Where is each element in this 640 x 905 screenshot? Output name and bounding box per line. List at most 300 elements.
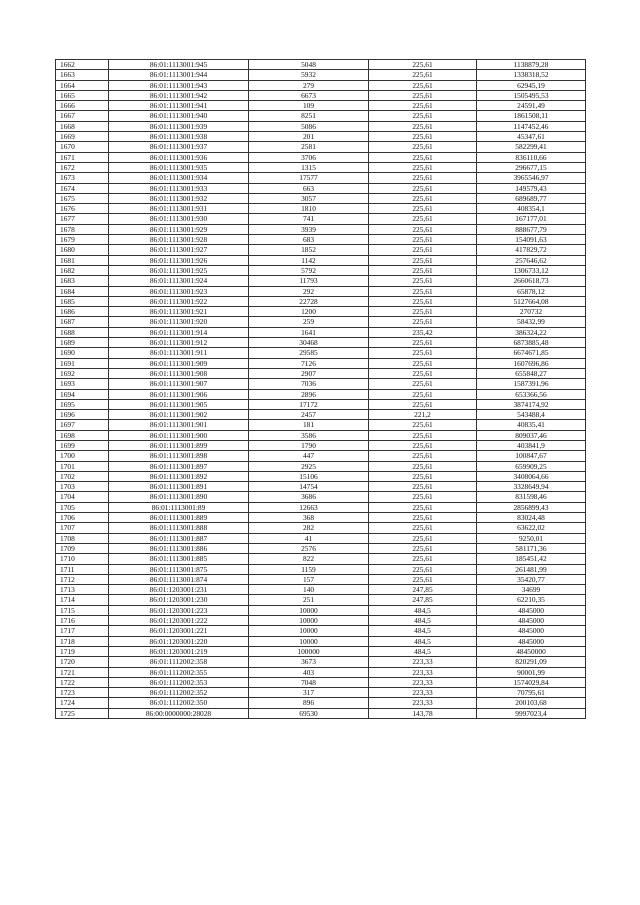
- area-cell: 5048: [249, 60, 369, 70]
- cadastral-number-cell: 86:01:1113001:909: [109, 358, 249, 368]
- table-row: [56, 543, 586, 553]
- area-cell: 3586: [249, 430, 369, 440]
- row-number-cell: 1682: [56, 265, 109, 275]
- cadastral-number-cell: 86:01:1113001:920: [109, 317, 249, 327]
- cadastral-number-cell: 86:01:1113001:930: [109, 214, 249, 224]
- table-row: [56, 173, 586, 183]
- table-row: [56, 111, 586, 121]
- cadastral-value-cell: 659909,25: [477, 461, 586, 471]
- specific-value-cell: 225,61: [369, 183, 477, 193]
- table-row: [56, 265, 586, 275]
- cadastral-number-cell: 86:01:1113001:914: [109, 327, 249, 337]
- cadastral-value-cell: 4845000: [477, 605, 586, 615]
- cadastral-number-cell: 86:01:1113001:907: [109, 379, 249, 389]
- area-cell: 3673: [249, 657, 369, 667]
- table-row: [56, 358, 586, 368]
- specific-value-cell: 225,61: [369, 162, 477, 172]
- specific-value-cell: 225,61: [369, 543, 477, 553]
- cadastral-value-cell: 655848,27: [477, 368, 586, 378]
- area-cell: 896: [249, 698, 369, 708]
- specific-value-cell: 225,61: [369, 224, 477, 234]
- table-row: [56, 224, 586, 234]
- specific-value-cell: 225,61: [369, 492, 477, 502]
- row-number-cell: 1696: [56, 410, 109, 420]
- area-cell: 368: [249, 513, 369, 523]
- specific-value-cell: 225,61: [369, 440, 477, 450]
- table-row: [56, 317, 586, 327]
- cadastral-value-cell: 63622,02: [477, 523, 586, 533]
- cadastral-number-cell: 86:01:1113001:932: [109, 193, 249, 203]
- specific-value-cell: 225,61: [369, 554, 477, 564]
- row-number-cell: 1719: [56, 646, 109, 656]
- cadastral-value-cell: 34699: [477, 585, 586, 595]
- area-cell: 251: [249, 595, 369, 605]
- cadastral-value-cell: 90001,99: [477, 667, 586, 677]
- cadastral-number-cell: 86:01:1113001:936: [109, 152, 249, 162]
- cadastral-value-cell: 4845000: [477, 626, 586, 636]
- row-number-cell: 1664: [56, 80, 109, 90]
- specific-value-cell: 225,61: [369, 173, 477, 183]
- table-row: [56, 646, 586, 656]
- row-number-cell: 1665: [56, 90, 109, 100]
- cadastral-number-cell: 86:01:1203001:230: [109, 595, 249, 605]
- cadastral-number-cell: 86:01:1113001:901: [109, 420, 249, 430]
- area-cell: 822: [249, 554, 369, 564]
- row-number-cell: 1675: [56, 193, 109, 203]
- area-cell: 2907: [249, 368, 369, 378]
- area-cell: 741: [249, 214, 369, 224]
- table-row: [56, 440, 586, 450]
- specific-value-cell: 223,33: [369, 677, 477, 687]
- specific-value-cell: 225,61: [369, 338, 477, 348]
- specific-value-cell: 225,61: [369, 399, 477, 409]
- cadastral-number-cell: 86:01:1113001:927: [109, 245, 249, 255]
- cadastral-number-cell: 86:01:1113001:923: [109, 286, 249, 296]
- specific-value-cell: 225,61: [369, 80, 477, 90]
- cadastral-number-cell: 86:01:1113001:933: [109, 183, 249, 193]
- cadastral-value-cell: 62945,19: [477, 80, 586, 90]
- cadastral-number-cell: 86:01:1113001:944: [109, 70, 249, 80]
- table-row: [56, 142, 586, 152]
- area-cell: 29585: [249, 348, 369, 358]
- table-row: [56, 183, 586, 193]
- cadastral-value-cell: 257646,62: [477, 255, 586, 265]
- cadastral-value-cell: 1587391,96: [477, 379, 586, 389]
- cadastral-value-cell: 2660618,73: [477, 276, 586, 286]
- cadastral-value-cell: 70795,61: [477, 688, 586, 698]
- cadastral-number-cell: 86:01:1113001:937: [109, 142, 249, 152]
- table-row: [56, 688, 586, 698]
- area-cell: 201: [249, 132, 369, 142]
- cadastral-number-cell: 86:01:1113001:940: [109, 111, 249, 121]
- cadastral-number-cell: 86:01:1113001:928: [109, 235, 249, 245]
- area-cell: 1142: [249, 255, 369, 265]
- cadastral-value-cell: 100847,67: [477, 451, 586, 461]
- table-row: [56, 471, 586, 481]
- cadastral-value-cell: 689689,77: [477, 193, 586, 203]
- row-number-cell: 1722: [56, 677, 109, 687]
- area-cell: 447: [249, 451, 369, 461]
- row-number-cell: 1717: [56, 626, 109, 636]
- row-number-cell: 1692: [56, 368, 109, 378]
- row-number-cell: 1685: [56, 296, 109, 306]
- table-row: [56, 451, 586, 461]
- area-cell: 259: [249, 317, 369, 327]
- cadastral-value-cell: 9997023,4: [477, 708, 586, 718]
- area-cell: 317: [249, 688, 369, 698]
- area-cell: 2576: [249, 543, 369, 553]
- cadastral-number-cell: 86:01:1113001:888: [109, 523, 249, 533]
- row-number-cell: 1668: [56, 121, 109, 131]
- row-number-cell: 1678: [56, 224, 109, 234]
- document-page: [55, 59, 585, 719]
- cadastral-value-cell: 6674671,85: [477, 348, 586, 358]
- table-row: [56, 327, 586, 337]
- area-cell: 100000: [249, 646, 369, 656]
- table-row: [56, 296, 586, 306]
- cadastral-value-cell: 1306733,12: [477, 265, 586, 275]
- table-row: [56, 420, 586, 430]
- table-row: [56, 70, 586, 80]
- area-cell: 2896: [249, 389, 369, 399]
- table-row: [56, 90, 586, 100]
- table-row: [56, 708, 586, 718]
- row-number-cell: 1709: [56, 543, 109, 553]
- cadastral-value-cell: 543488,4: [477, 410, 586, 420]
- table-row: [56, 410, 586, 420]
- table-row: [56, 255, 586, 265]
- cadastral-number-cell: 86:01:1203001:221: [109, 626, 249, 636]
- specific-value-cell: 225,61: [369, 70, 477, 80]
- specific-value-cell: 221,2: [369, 410, 477, 420]
- cadastral-number-cell: 86:01:1203001:220: [109, 636, 249, 646]
- specific-value-cell: 225,61: [369, 265, 477, 275]
- table-row: [56, 657, 586, 667]
- cadastral-value-cell: 270732: [477, 307, 586, 317]
- specific-value-cell: 225,61: [369, 286, 477, 296]
- specific-value-cell: 247,85: [369, 585, 477, 595]
- row-number-cell: 1721: [56, 667, 109, 677]
- cadastral-number-cell: 86:01:1113001:886: [109, 543, 249, 553]
- cadastral-value-cell: 40835,41: [477, 420, 586, 430]
- area-cell: 10000: [249, 616, 369, 626]
- table-body: [56, 60, 586, 719]
- cadastral-number-cell: 86:01:1113001:900: [109, 430, 249, 440]
- cadastral-value-cell: 1338318,52: [477, 70, 586, 80]
- area-cell: 17577: [249, 173, 369, 183]
- cadastral-number-cell: 86:01:1203001:219: [109, 646, 249, 656]
- row-number-cell: 1713: [56, 585, 109, 595]
- cadastral-number-cell: 86:01:1203001:223: [109, 605, 249, 615]
- cadastral-number-cell: 86:01:1113001:875: [109, 564, 249, 574]
- area-cell: 2457: [249, 410, 369, 420]
- area-cell: 22728: [249, 296, 369, 306]
- specific-value-cell: 225,61: [369, 193, 477, 203]
- cadastral-value-cell: 9250,01: [477, 533, 586, 543]
- area-cell: 8251: [249, 111, 369, 121]
- row-number-cell: 1671: [56, 152, 109, 162]
- row-number-cell: 1663: [56, 70, 109, 80]
- cadastral-number-cell: 86:01:1113001:887: [109, 533, 249, 543]
- specific-value-cell: 225,61: [369, 245, 477, 255]
- area-cell: 10000: [249, 605, 369, 615]
- area-cell: 15106: [249, 471, 369, 481]
- row-number-cell: 1712: [56, 574, 109, 584]
- cadastral-value-cell: 24591,49: [477, 101, 586, 111]
- area-cell: 663: [249, 183, 369, 193]
- cadastral-number-cell: 86:01:1113001:906: [109, 389, 249, 399]
- specific-value-cell: 225,61: [369, 255, 477, 265]
- area-cell: 7048: [249, 677, 369, 687]
- row-number-cell: 1669: [56, 132, 109, 142]
- cadastral-number-cell: 86:01:1113001:929: [109, 224, 249, 234]
- area-cell: 41: [249, 533, 369, 543]
- cadastral-number-cell: 86:01:1113001:942: [109, 90, 249, 100]
- cadastral-number-cell: 86:01:1113001:931: [109, 204, 249, 214]
- row-number-cell: 1667: [56, 111, 109, 121]
- row-number-cell: 1695: [56, 399, 109, 409]
- area-cell: 683: [249, 235, 369, 245]
- cadastral-value-cell: 167177,01: [477, 214, 586, 224]
- table-row: [56, 193, 586, 203]
- row-number-cell: 1705: [56, 502, 109, 512]
- cadastral-number-cell: 86:01:1112002:358: [109, 657, 249, 667]
- area-cell: 3686: [249, 492, 369, 502]
- table-row: [56, 626, 586, 636]
- specific-value-cell: 225,61: [369, 574, 477, 584]
- cadastral-value-cell: 3328649,94: [477, 482, 586, 492]
- specific-value-cell: 225,61: [369, 317, 477, 327]
- specific-value-cell: 225,61: [369, 307, 477, 317]
- row-number-cell: 1693: [56, 379, 109, 389]
- cadastral-value-cell: 809037,46: [477, 430, 586, 440]
- area-cell: 1641: [249, 327, 369, 337]
- area-cell: 7036: [249, 379, 369, 389]
- table-row: [56, 204, 586, 214]
- cadastral-value-cell: 62210,35: [477, 595, 586, 605]
- cadastral-number-cell: 86:01:1113001:905: [109, 399, 249, 409]
- specific-value-cell: 225,61: [369, 430, 477, 440]
- specific-value-cell: 225,61: [369, 379, 477, 389]
- row-number-cell: 1689: [56, 338, 109, 348]
- area-cell: 30468: [249, 338, 369, 348]
- cadastral-value-cell: 6873885,48: [477, 338, 586, 348]
- row-number-cell: 1681: [56, 255, 109, 265]
- cadastral-value-cell: 582299,41: [477, 142, 586, 152]
- cadastral-value-cell: 653366,56: [477, 389, 586, 399]
- cadastral-value-cell: 1861508,11: [477, 111, 586, 121]
- cadastral-number-cell: 86:01:1113001:925: [109, 265, 249, 275]
- cadastral-value-cell: 261481,99: [477, 564, 586, 574]
- cadastral-value-cell: 408354,1: [477, 204, 586, 214]
- specific-value-cell: 225,61: [369, 461, 477, 471]
- area-cell: 282: [249, 523, 369, 533]
- row-number-cell: 1700: [56, 451, 109, 461]
- cadastral-number-cell: 86:00:0000000:28028: [109, 708, 249, 718]
- row-number-cell: 1716: [56, 616, 109, 626]
- area-cell: 3057: [249, 193, 369, 203]
- row-number-cell: 1718: [56, 636, 109, 646]
- row-number-cell: 1708: [56, 533, 109, 543]
- cadastral-value-cell: 185451,42: [477, 554, 586, 564]
- table-row: [56, 636, 586, 646]
- area-cell: 181: [249, 420, 369, 430]
- row-number-cell: 1672: [56, 162, 109, 172]
- table-row: [56, 677, 586, 687]
- cadastral-value-cell: 417829,72: [477, 245, 586, 255]
- specific-value-cell: 225,61: [369, 90, 477, 100]
- cadastral-value-cell: 581171,36: [477, 543, 586, 553]
- area-cell: 3706: [249, 152, 369, 162]
- specific-value-cell: 225,61: [369, 296, 477, 306]
- table-row: [56, 101, 586, 111]
- cadastral-number-cell: 86:01:1113001:945: [109, 60, 249, 70]
- table-row: [56, 245, 586, 255]
- area-cell: 6673: [249, 90, 369, 100]
- cadastral-number-cell: 86:01:1113001:885: [109, 554, 249, 564]
- specific-value-cell: 223,33: [369, 688, 477, 698]
- row-number-cell: 1710: [56, 554, 109, 564]
- row-number-cell: 1699: [56, 440, 109, 450]
- table-row: [56, 502, 586, 512]
- row-number-cell: 1701: [56, 461, 109, 471]
- specific-value-cell: 225,61: [369, 513, 477, 523]
- cadastral-value-cell: 45347,61: [477, 132, 586, 142]
- area-cell: 5932: [249, 70, 369, 80]
- cadastral-number-cell: 86:01:1113001:874: [109, 574, 249, 584]
- specific-value-cell: 484,5: [369, 626, 477, 636]
- specific-value-cell: 225,61: [369, 420, 477, 430]
- row-number-cell: 1698: [56, 430, 109, 440]
- specific-value-cell: 225,61: [369, 451, 477, 461]
- cadastral-number-cell: 86:01:1113001:902: [109, 410, 249, 420]
- row-number-cell: 1686: [56, 307, 109, 317]
- specific-value-cell: 223,33: [369, 698, 477, 708]
- row-number-cell: 1691: [56, 358, 109, 368]
- area-cell: 140: [249, 585, 369, 595]
- area-cell: 157: [249, 574, 369, 584]
- row-number-cell: 1670: [56, 142, 109, 152]
- specific-value-cell: 225,61: [369, 101, 477, 111]
- cadastral-number-cell: 86:01:1112002:352: [109, 688, 249, 698]
- table-row: [56, 235, 586, 245]
- specific-value-cell: 225,61: [369, 471, 477, 481]
- specific-value-cell: 225,61: [369, 389, 477, 399]
- table-row: [56, 60, 586, 70]
- cadastral-number-cell: 86:01:1113001:89: [109, 502, 249, 512]
- table-row: [56, 564, 586, 574]
- cadastral-value-cell: 3408064,66: [477, 471, 586, 481]
- area-cell: 10000: [249, 626, 369, 636]
- area-cell: 12663: [249, 502, 369, 512]
- cadastral-number-cell: 86:01:1203001:231: [109, 585, 249, 595]
- row-number-cell: 1703: [56, 482, 109, 492]
- table-row: [56, 152, 586, 162]
- cadastral-value-cell: 1147452,46: [477, 121, 586, 131]
- cadastral-value-cell: 35420,77: [477, 574, 586, 584]
- cadastral-number-cell: 86:01:1113001:926: [109, 255, 249, 265]
- row-number-cell: 1720: [56, 657, 109, 667]
- area-cell: 11793: [249, 276, 369, 286]
- table-row: [56, 698, 586, 708]
- table-row: [56, 132, 586, 142]
- area-cell: 5086: [249, 121, 369, 131]
- cadastral-number-cell: 86:01:1113001:924: [109, 276, 249, 286]
- specific-value-cell: 484,5: [369, 646, 477, 656]
- row-number-cell: 1687: [56, 317, 109, 327]
- cadastral-number-cell: 86:01:1113001:912: [109, 338, 249, 348]
- area-cell: 1790: [249, 440, 369, 450]
- specific-value-cell: 484,5: [369, 636, 477, 646]
- area-cell: 1315: [249, 162, 369, 172]
- row-number-cell: 1694: [56, 389, 109, 399]
- row-number-cell: 1666: [56, 101, 109, 111]
- row-number-cell: 1723: [56, 688, 109, 698]
- table-row: [56, 574, 586, 584]
- row-number-cell: 1683: [56, 276, 109, 286]
- cadastral-value-cell: 65878,12: [477, 286, 586, 296]
- cadastral-number-cell: 86:01:1113001:898: [109, 451, 249, 461]
- row-number-cell: 1673: [56, 173, 109, 183]
- table-row: [56, 399, 586, 409]
- specific-value-cell: 235,42: [369, 327, 477, 337]
- cadastral-value-cell: 58432,99: [477, 317, 586, 327]
- area-cell: 1200: [249, 307, 369, 317]
- area-cell: 17172: [249, 399, 369, 409]
- cadastral-value-cell: 386324,22: [477, 327, 586, 337]
- area-cell: 2925: [249, 461, 369, 471]
- cadastral-value-cell: 200103,68: [477, 698, 586, 708]
- specific-value-cell: 225,61: [369, 121, 477, 131]
- row-number-cell: 1724: [56, 698, 109, 708]
- area-cell: 1159: [249, 564, 369, 574]
- table-row: [56, 533, 586, 543]
- table-row: [56, 368, 586, 378]
- row-number-cell: 1711: [56, 564, 109, 574]
- cadastral-number-cell: 86:01:1113001:943: [109, 80, 249, 90]
- row-number-cell: 1707: [56, 523, 109, 533]
- specific-value-cell: 225,61: [369, 204, 477, 214]
- cadastral-value-cell: 403841,9: [477, 440, 586, 450]
- area-cell: 2581: [249, 142, 369, 152]
- area-cell: 3939: [249, 224, 369, 234]
- cadastral-value-cell: 3965546,97: [477, 173, 586, 183]
- table-row: [56, 121, 586, 131]
- row-number-cell: 1662: [56, 60, 109, 70]
- table-row: [56, 214, 586, 224]
- cadastral-number-cell: 86:01:1113001:922: [109, 296, 249, 306]
- cadastral-number-cell: 86:01:1113001:908: [109, 368, 249, 378]
- area-cell: 403: [249, 667, 369, 677]
- table-row: [56, 605, 586, 615]
- area-cell: 279: [249, 80, 369, 90]
- table-row: [56, 80, 586, 90]
- area-cell: 5792: [249, 265, 369, 275]
- cadastral-number-cell: 86:01:1113001:935: [109, 162, 249, 172]
- specific-value-cell: 225,61: [369, 276, 477, 286]
- specific-value-cell: 225,61: [369, 235, 477, 245]
- row-number-cell: 1706: [56, 513, 109, 523]
- table-row: [56, 595, 586, 605]
- cadastral-number-cell: 86:01:1113001:939: [109, 121, 249, 131]
- cadastral-number-cell: 86:01:1112002:355: [109, 667, 249, 677]
- cadastral-number-cell: 86:01:1113001:899: [109, 440, 249, 450]
- cadastral-number-cell: 86:01:1112002:350: [109, 698, 249, 708]
- cadastral-value-cell: 83024,48: [477, 513, 586, 523]
- specific-value-cell: 143,78: [369, 708, 477, 718]
- table-row: [56, 307, 586, 317]
- table-row: [56, 276, 586, 286]
